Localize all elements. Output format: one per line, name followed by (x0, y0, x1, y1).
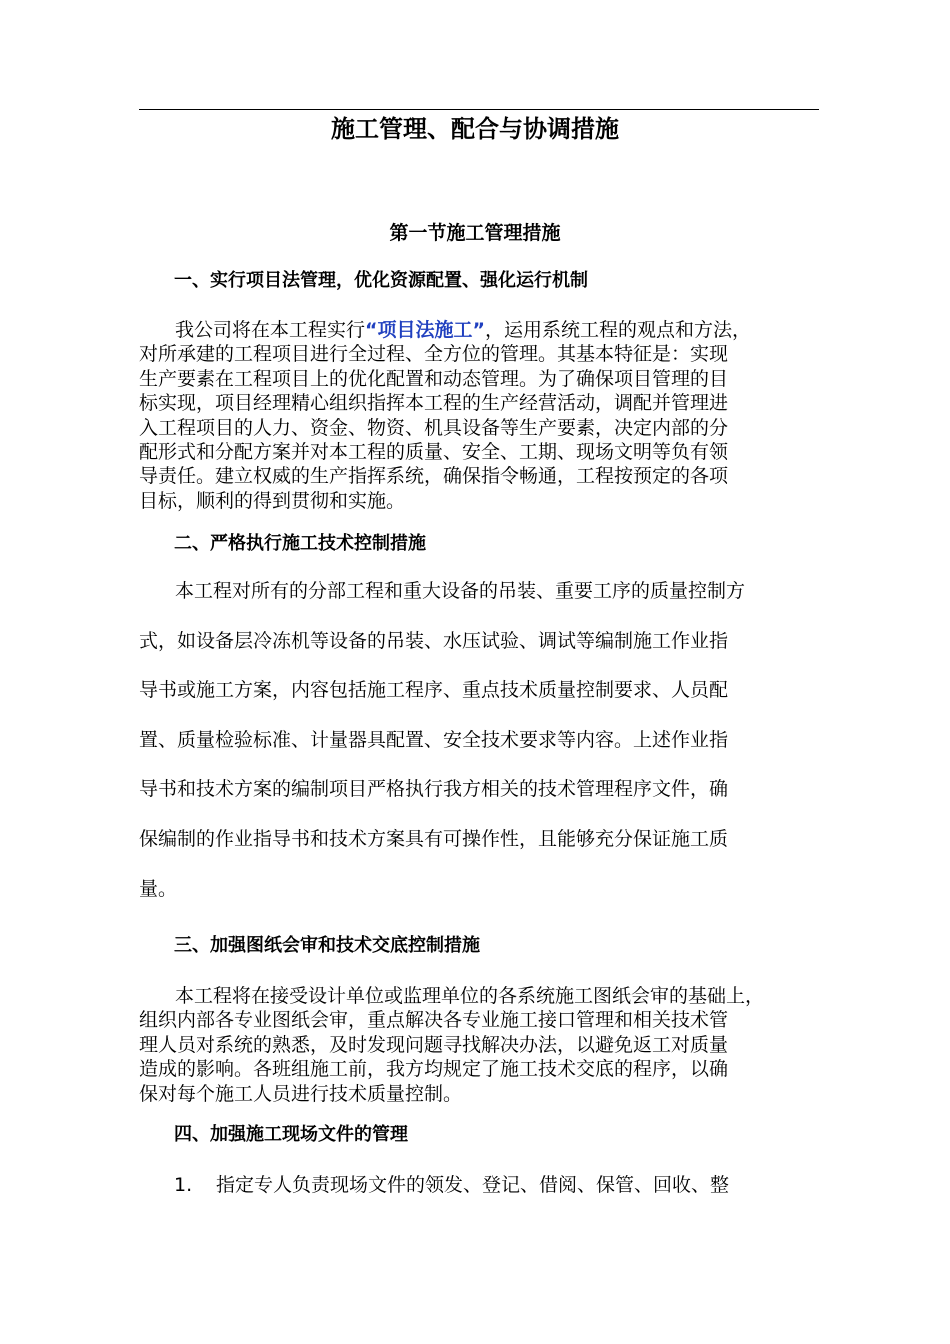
paragraph-line: 导责任。建立权威的生产指挥系统，确保指令畅通，工程按预定的各项 (139, 465, 729, 488)
text-run: 我公司将在本工程实行 (175, 319, 366, 341)
paragraph-line (139, 318, 829, 342)
paragraph-line: 生产要素在工程项目上的优化配置和动态管理。为了确保项目管理的目 (139, 367, 729, 390)
text-run: ，运用系统工程的观点和方法， (485, 319, 752, 341)
highlighted-term: “项目法施工” (365, 319, 485, 341)
paragraph-line: 造成的影响。各班组施工前，我方均规定了施工技术交底的程序，以确 (139, 1058, 729, 1081)
paragraph-line: 入工程项目的人力、资金、物资、机具设备等生产要素，决定内部的分 (139, 416, 729, 439)
heading-1: 一、实行项目法管理，优化资源配置、强化运行机制 (174, 270, 588, 291)
paragraph-line: 理人员对系统的熟悉，及时发现问题寻找解决办法，以避免返工对质量 (139, 1033, 729, 1056)
paragraph-line: 配形式和分配方案并对本工程的质量、安全、工期、现场文明等负有领 (139, 441, 729, 464)
list-item-text: 指定专人负责现场文件的领发、登记、借阅、保管、回收、整 (216, 1174, 730, 1196)
paragraph-line: 目标，顺利的得到贯彻和实施。 (139, 489, 406, 512)
heading-2: 二、严格执行施工技术控制措施 (174, 533, 426, 554)
list-number: 1. (174, 1174, 193, 1196)
paragraph-line: 本工程将在接受设计单位或监理单位的各系统施工图纸会审的基础上， (175, 985, 765, 1007)
paragraph-line: 标实现，项目经理精心组织指挥本工程的生产经营活动，调配并管理进 (139, 392, 729, 415)
paragraph-line: 保编制的作业指导书和技术方案具有可操作性，且能够充分保证施工质 (139, 827, 729, 850)
heading-4: 四、加强施工现场文件的管理 (174, 1124, 408, 1145)
paragraph-line: 量。 (139, 877, 178, 900)
paragraph-line: 组织内部各专业图纸会审，重点解决各专业施工接口管理和相关技术管 (139, 1009, 729, 1032)
document-title: 施工管理、配合与协调措施 (331, 115, 619, 143)
paragraph-line: 导书和技术方案的编制项目严格执行我方相关的技术管理程序文件，确 (139, 778, 729, 801)
paragraph-2 (139, 567, 829, 914)
paragraph-line: 对所承建的工程项目进行全过程、全方位的管理。其基本特征是：实现 (139, 343, 729, 366)
section-title: 第一节施工管理措施 (389, 222, 561, 244)
header-rule (139, 109, 819, 110)
paragraph-line: 式，如设备层冷冻机等设备的吊装、水压试验、调试等编制施工作业指 (139, 629, 729, 652)
paragraph-line: 导书或施工方案，内容包括施工程序、重点技术质量控制要求、人员配 (139, 679, 729, 702)
paragraph-line: 置、质量检验标准、计量器具配置、安全技术要求等内容。上述作业指 (139, 728, 729, 751)
paragraph-line: 本工程对所有的分部工程和重大设备的吊装、重要工序的质量控制方 (175, 580, 746, 602)
paragraph-1 (139, 318, 829, 513)
paragraph-3 (139, 984, 829, 1106)
list-item (174, 1172, 729, 1198)
heading-3: 三、加强图纸会审和技术交底控制措施 (174, 935, 480, 956)
paragraph-line: 保对每个施工人员进行技术质量控制。 (139, 1082, 463, 1105)
